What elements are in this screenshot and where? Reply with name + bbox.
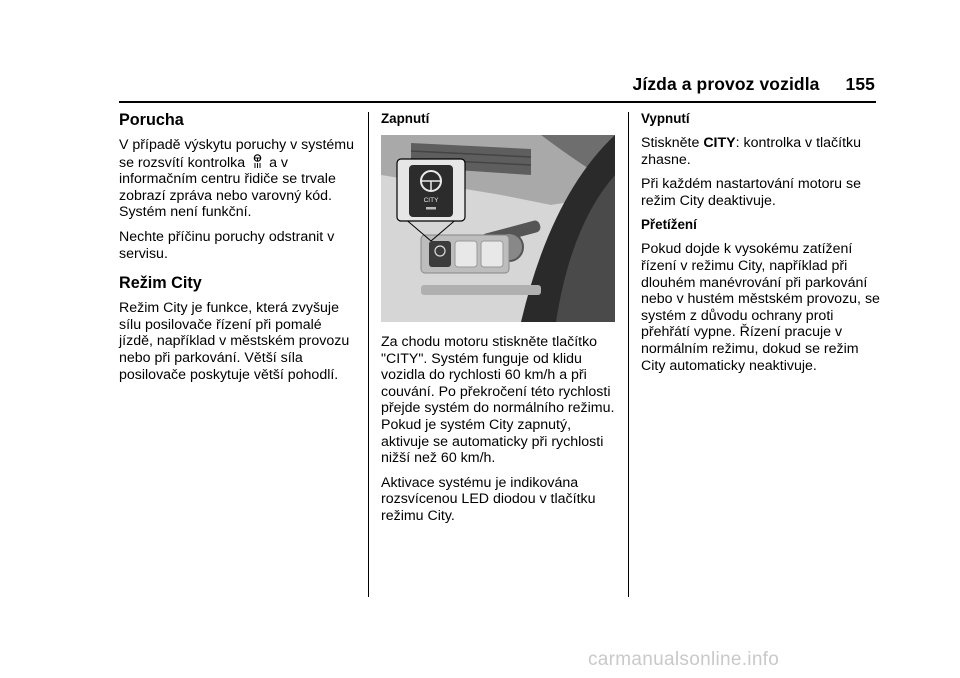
paragraph-porucha-1: V případě výskytu poruchy v systému se rozsvítí kontrolka a v informačním centru řidiče se trvale zobrazí zpráva nebo varovný kód. Systém není funkční. (119, 137, 354, 221)
paragraph-zapnuti-2: Aktivace systému je indikována rozsvícenou LED diodou v tlačítku režimu City. (381, 474, 596, 524)
column-divider-1 (368, 112, 369, 597)
figure-city-label: CITY (423, 197, 439, 204)
paragraph-pretizeni: Pokud dojde k vysokému zatížení řízení v režimu City, například při dlouhém manévrování při parkování nebo v hustém městském provozu, se systém z důvodu ochrany proti přehřátí vypne. Řízení pracuje v normálním režimu, dokud se režim City automaticky neaktivuje. (641, 241, 880, 374)
heading-rezim-city: Režim City (119, 274, 202, 293)
watermark: carmanualsonline.info (588, 649, 780, 670)
column-3 (641, 111, 881, 382)
paragraph-rezim-city: Režim City je funkce, která zvyšuje sílu posilovače řízení při pomalé jízdě, například v městském provozu nebo při parkování. Větší síla posilovače poskytuje větší pohodlí. (119, 300, 350, 383)
city-button-illustration (381, 135, 615, 322)
heading-pretizeni: Přetížení (641, 217, 697, 233)
running-header (500, 74, 875, 95)
column-divider-2 (628, 112, 629, 597)
column-2 (381, 111, 617, 533)
paragraph-zapnuti-1: Za chodu motoru stiskněte tlačítko "CITY". Systém funguje od klidu vozidla do rychlosti 60 km/h a při couvání. Po překročení této rychlosti přejde systém do normálního režimu. Pokud je systém City zapnutý, aktivuje se automaticky při rychlosti nižší než 60 km/h. (381, 334, 615, 467)
header-rule (119, 101, 876, 103)
page-number: 155 (845, 74, 875, 94)
steering-wheel-warning-icon (252, 154, 263, 169)
paragraph-porucha-2: Nechte příčinu poruchy odstranit v servisu. (119, 228, 335, 262)
heading-vypnuti: Vypnutí (641, 111, 690, 126)
paragraph-vypnuti-1: Stiskněte CITY: kontrolka v tlačítku zhasne. (641, 135, 862, 168)
heading-porucha: Porucha (119, 111, 184, 129)
column-1 (119, 111, 359, 391)
paragraph-vypnuti-2: Při každém nastartování motoru se režim City deaktivuje. (641, 176, 862, 209)
heading-zapnuti: Zapnutí (381, 111, 430, 126)
header-title: Jízda a provoz vozidla (632, 74, 820, 94)
